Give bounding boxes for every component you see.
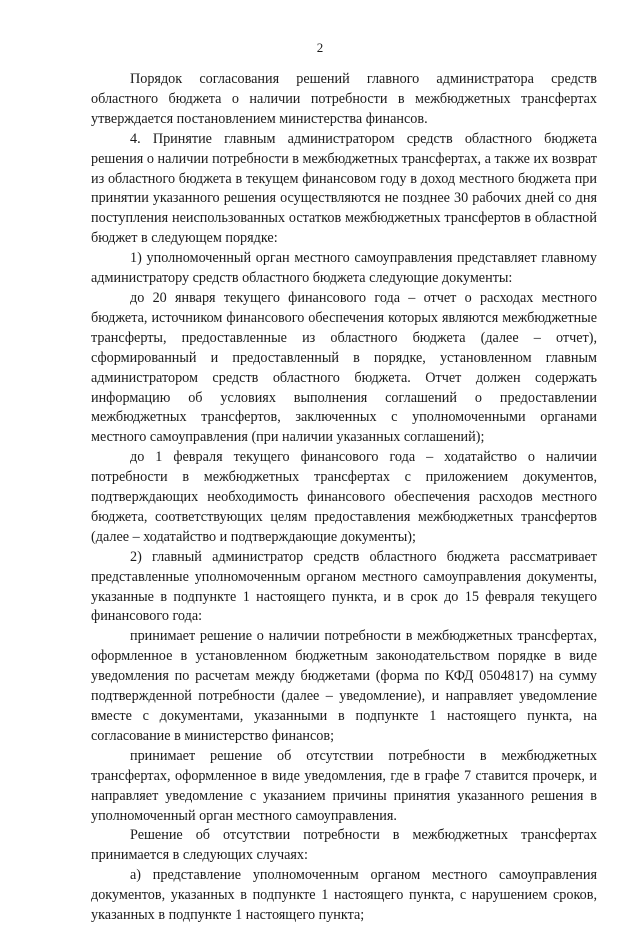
paragraph-no-need-decision: принимает решение об отсутствии потребности в межбюджетных трансфертах, оформленное в виде уведомления, где в графе 7 ставится прочерк, и направляет уведомление с указанием причины принятия указанного решения в уполномоченный орган местного самоуправления.: [91, 747, 597, 824]
paragraph-no-need-cases: Решение об отсутствии потребности в межбюджетных трансфертах принимается в следующих случаях:: [91, 827, 597, 864]
paragraph-need-decision: принимает решение о наличии потребности в межбюджетных трансфертах, оформленное в установленном бюджетным законодательством порядке в виде уведомления по расчетам между бюджетами (форма по КФД 0504817) на сумму подтвержденной потребности (далее – уведомление), и направляет уведомление вместе с документами, указанными в подпункте 1 настоящего пункта, на согласование в министерство финансов;: [91, 628, 597, 744]
paragraph-subitem-2: 2) главный администратор средств областного бюджета рассматривает представленные уполномоченным органом местного самоуправления документы, указанные в подпункте 1 настоящего пункта, и в срок до 15 февраля текущего финансового года:: [91, 548, 597, 625]
document-body: [91, 70, 597, 926]
paragraph-approval-procedure: Порядок согласования решений главного администратора средств областного бюджета о наличии потребности в межбюджетных трансфертах утверждается постановлением министерства финансов.: [91, 71, 597, 127]
paragraph-item-4: 4. Принятие главным администратором средств областного бюджета решения о наличии потребности в межбюджетных трансфертах, а также их возврат из областного бюджета в текущем финансовом году в доход местного бюджета при принятии указанного решения осуществляются не позднее 30 рабочих дней со дня поступления неиспользованных остатков межбюджетных трансфертов в областной бюджет в следующем порядке:: [91, 130, 597, 247]
paragraph-subitem-1: 1) уполномоченный орган местного самоуправления представляет главному администратору средств областного бюджета следующие документы:: [91, 250, 597, 287]
paragraph-report-deadline: до 20 января текущего финансового года – отчет о расходах местного бюджета, источником финансового обеспечения которых являются межбюджетные трансферты, предоставленные из областного бюджета (далее – отчет), сформированный и предоставленный в порядке, установленном главным администратором средств областного бюджета. Отчет должен содержать информацию об условиях выполнения соглашений о предоставлении межбюджетных трансфертов, заключенных с уполномоченными органами местного самоуправления (при наличии указанных соглашений);: [91, 289, 597, 446]
page-number: 2: [316, 40, 324, 55]
paragraph-case-a: а) представление уполномоченным органом местного самоуправления документов, указанных в подпункте 1 настоящего пункта, с нарушением сроков, указанных в подпункте 1 настоящего пункта;: [91, 867, 597, 924]
paragraph-petition-deadline: до 1 февраля текущего финансового года – ходатайство о наличии потребности в межбюджетных трансфертах с приложением документов, подтверждающих необходимость финансового обеспечения расходов местного бюджета, соответствующих целям предоставления межбюджетных трансфертов (далее – ходатайство и подтверждающие документы);: [91, 449, 597, 545]
